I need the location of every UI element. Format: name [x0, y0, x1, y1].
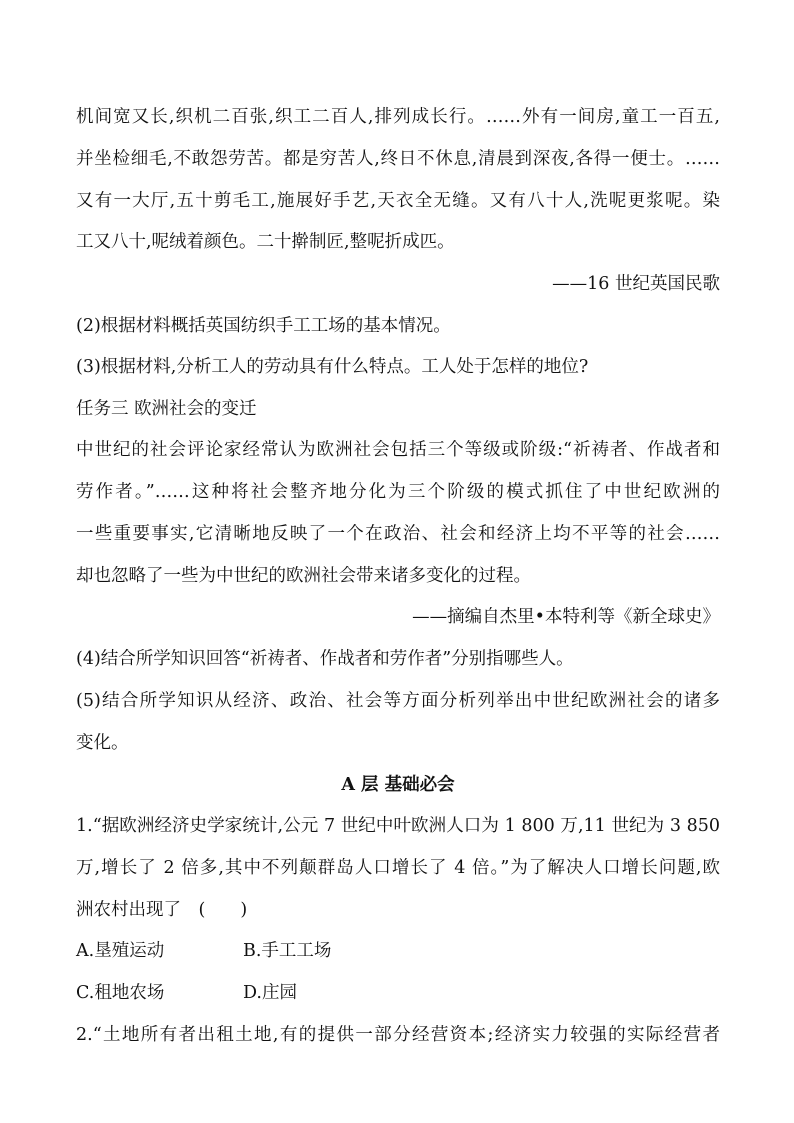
task-line: 中世纪的社会评论家经常认为欧洲社会包括三个等级或阶级:“祈祷者、作战者和 — [76, 440, 720, 460]
option-c[interactable]: C.租地农场 — [76, 983, 165, 1003]
task-line: 一些重要事实,它清晰地反映了一个在政治、社会和经济上均不平等的社会…… — [76, 524, 720, 544]
material-line: 机间宽又长,织机二百张,织工二百人,排列成长行。……外有一间房,童工一百五, — [76, 107, 720, 127]
options-row-2 — [76, 981, 297, 1005]
material-source: ——16 世纪英国民歌 — [552, 274, 720, 294]
level-heading: A 层 基础必会 — [341, 775, 455, 795]
task-source: ——摘编自杰里•本特利等《新全球史》 — [412, 607, 720, 627]
question-1-line: 洲农村出现了 ( ) — [76, 900, 248, 920]
options-row-1 — [76, 939, 331, 963]
question-1-line: 1.“据欧洲经济史学家统计,公元 7 世纪中叶欧洲人口为 1 800 万,11 世纪为 3 850 — [76, 816, 720, 836]
question-2-line: 2.“土地所有者出租土地,有的提供一部分经营资本;经济实力较强的实际经营者 — [76, 1025, 720, 1045]
question-1-line: 万,增长了 2 倍多,其中不列颠群岛人口增长了 4 倍。”为了解决人口增长问题,欧 — [76, 858, 720, 878]
task-line: 却也忽略了一些为中世纪的欧洲社会带来诸多变化的过程。 — [76, 566, 531, 586]
question-3: (3)根据材料,分析工人的劳动具有什么特点。工人处于怎样的地位? — [76, 357, 589, 377]
material-line: 并坐检细毛,不敢怨劳苦。都是穷苦人,终日不休息,清晨到深夜,各得一便士。…… — [76, 149, 720, 169]
question-5: (5)结合所学知识从经济、政治、社会等方面分析列举出中世纪欧洲社会的诸多 — [76, 691, 720, 711]
task-line: 劳作者。”……这种将社会整齐地分化为三个阶级的模式抓住了中世纪欧洲的 — [76, 482, 720, 502]
option-d[interactable]: D.庄园 — [243, 983, 297, 1003]
material-line: 工又八十,呢绒着颜色。二十擀制匠,整呢折成匹。 — [76, 232, 455, 252]
question-2: (2)根据材料概括英国纺织手工工场的基本情况。 — [76, 316, 451, 336]
task-title: 任务三 欧洲社会的变迁 — [76, 399, 257, 419]
question-4: (4)结合所学知识回答“祈祷者、作战者和劳作者”分别指哪些人。 — [76, 649, 574, 669]
question-5-cont: 变化。 — [76, 733, 129, 753]
option-a[interactable]: A.垦殖运动 — [76, 941, 165, 961]
option-b[interactable]: B.手工工场 — [243, 941, 332, 961]
material-line: 又有一大厅,五十剪毛工,施展好手艺,天衣全无缝。又有八十人,洗呢更浆呢。染 — [76, 191, 720, 211]
